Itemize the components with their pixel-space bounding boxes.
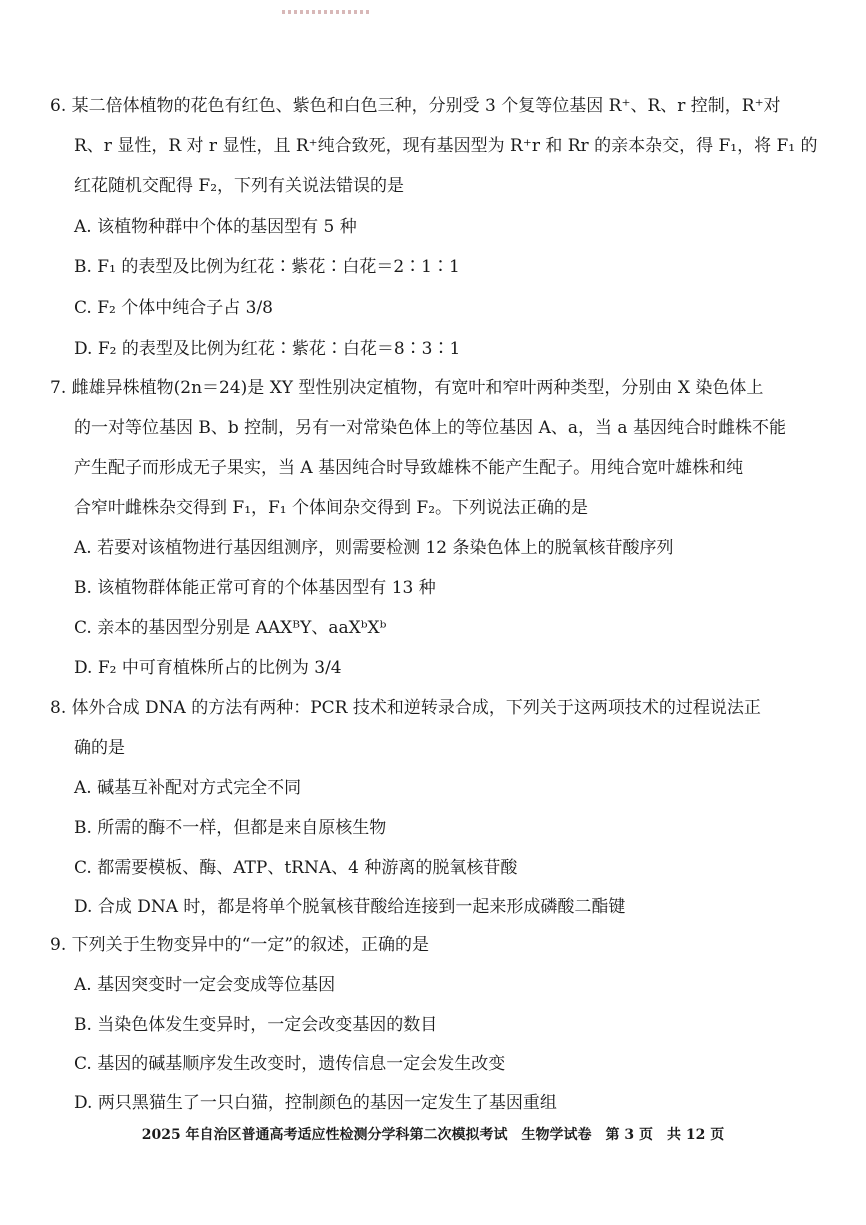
q8-stem-line-2: 确的是 <box>74 738 125 758</box>
q7-stem-line-4: 合窄叶雌株杂交得到 F₁，F₁ 个体间杂交得到 F₂。下列说法正确的是 <box>74 498 589 518</box>
binding-mark <box>282 10 372 14</box>
q6-option-b: B. F₁ 的表型及比例为红花∶紫花∶白花＝2∶1∶1 <box>74 257 460 277</box>
q8-option-d: D. 合成 DNA 时，都是将单个脱氧核苷酸给连接到一起来形成磷酸二酯键 <box>74 897 626 917</box>
q9-option-b: B. 当染色体发生变异时，一定会改变基因的数目 <box>74 1015 438 1035</box>
q7-option-b: B. 该植物群体能正常可育的个体基因型有 13 种 <box>74 578 436 598</box>
q8-number: 8. <box>50 698 67 718</box>
page-footer: 2025 年自治区普通高考适应性检测分学科第二次模拟考试 生物学试卷 第 3 页 共 12 页 <box>141 1127 725 1143</box>
q8-stem-line-1: 8. 体外合成 DNA 的方法有两种：PCR 技术和逆转录合成，下列关于这两项技术的过程说法正 <box>50 698 761 718</box>
q9-stem-line-1: 9. 下列关于生物变异中的“一定”的叙述，正确的是 <box>50 935 430 955</box>
q8-option-b: B. 所需的酶不一样，但都是来自原核生物 <box>74 818 387 838</box>
q8-option-a: A. 碱基互补配对方式完全不同 <box>74 778 302 798</box>
q9-option-a: A. 基因突变时一定会变成等位基因 <box>74 975 336 995</box>
q8-option-c: C. 都需要模板、酶、ATP、tRNA、4 种游离的脱氧核苷酸 <box>74 858 518 878</box>
q6-option-c: C. F₂ 个体中纯合子占 3/8 <box>74 298 273 318</box>
q9-option-d: D. 两只黑猫生了一只白猫，控制颜色的基因一定发生了基因重组 <box>74 1093 557 1113</box>
q9-option-c: C. 基因的碱基顺序发生改变时，遗传信息一定会发生改变 <box>74 1054 506 1074</box>
q6-stem-line-3: 红花随机交配得 F₂，下列有关说法错误的是 <box>74 176 405 196</box>
q6-number: 6. <box>50 96 67 116</box>
q6-option-d: D. F₂ 的表型及比例为红花∶紫花∶白花＝8∶3∶1 <box>74 339 461 359</box>
q7-number: 7. <box>50 378 67 398</box>
q7-option-a: A. 若要对该植物进行基因组测序，则需要检测 12 条染色体上的脱氧核苷酸序列 <box>74 538 674 558</box>
q6-option-a: A. 该植物种群中个体的基因型有 5 种 <box>74 217 357 237</box>
q7-stem-line-1: 7. 雌雄异株植物(2n＝24)是 XY 型性别决定植物，有宽叶和窄叶两种类型，分别由 X 染色体上 <box>50 378 764 398</box>
q7-option-c: C. 亲本的基因型分别是 AAXᴮY、aaXᵇXᵇ <box>74 618 387 638</box>
q6-stem-line-1: 6. 某二倍体植物的花色有红色、紫色和白色三种，分别受 3 个复等位基因 R⁺、R、r 控制，R⁺对 <box>50 96 781 116</box>
q7-stem-line-2: 的一对等位基因 B、b 控制，另有一对常染色体上的等位基因 A、a，当 a 基因纯合时雌株不能 <box>74 418 786 438</box>
q6-stem-line-2: R、r 显性，R 对 r 显性，且 R⁺纯合致死，现有基因型为 R⁺r 和 Rr 的亲本杂交，得 F₁，将 F₁ 的 <box>74 136 818 156</box>
q7-option-d: D. F₂ 中可育植株所占的比例为 3/4 <box>74 658 342 678</box>
q7-stem-line-3: 产生配子而形成无子果实，当 A 基因纯合时导致雄株不能产生配子。用纯合宽叶雄株和纯 <box>74 458 744 478</box>
q9-number: 9. <box>50 935 67 955</box>
